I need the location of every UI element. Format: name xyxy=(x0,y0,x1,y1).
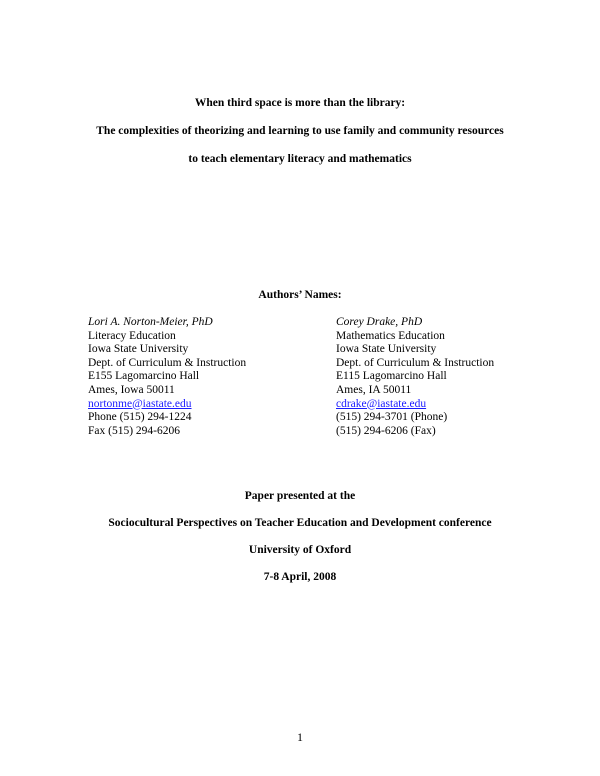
presentation-intro: Paper presented at the xyxy=(244,490,356,502)
author-department: Literacy Education xyxy=(88,329,176,342)
author-dept-unit: Dept. of Curriculum & Instruction xyxy=(88,356,247,369)
author-name: Lori A. Norton-Meier, PhD xyxy=(88,316,213,328)
conference-date: 7-8 April, 2008 xyxy=(263,571,337,583)
author-city: Ames, IA 50011 xyxy=(336,383,412,396)
author-fax: (515) 294-6206 (Fax) xyxy=(336,424,436,437)
author-fax: Fax (515) 294-6206 xyxy=(88,424,180,437)
title-line-1: When third space is more than the library: xyxy=(194,97,406,109)
author-university: Iowa State University xyxy=(88,343,189,356)
author-city: Ames, Iowa 50011 xyxy=(88,383,175,396)
author-name: Corey Drake, PhD xyxy=(336,316,423,328)
page-number: 1 xyxy=(297,730,303,744)
author-email-link[interactable]: nortonme@iastate.edu xyxy=(88,397,192,410)
author-office: E115 Lagomarcino Hall xyxy=(336,370,447,383)
conference-name: Sociocultural Perspectives on Teacher Education and Development conference xyxy=(108,517,492,529)
authors-heading: Authors’ Names: xyxy=(258,289,342,301)
author-email-link[interactable]: cdrake@iastate.edu xyxy=(336,397,427,410)
author-block-1 xyxy=(88,316,246,438)
author-block-2 xyxy=(336,316,494,438)
author-phone: Phone (515) 294-1224 xyxy=(88,411,192,424)
author-dept-unit: Dept. of Curriculum & Instruction xyxy=(336,356,495,369)
institution-name: University of Oxford xyxy=(248,544,352,556)
author-department: Mathematics Education xyxy=(336,329,445,342)
author-office: E155 Lagomarcino Hall xyxy=(88,370,200,383)
author-university: Iowa State University xyxy=(336,343,437,356)
author-phone: (515) 294-3701 (Phone) xyxy=(336,411,448,424)
title-line-2: The complexities of theorizing and learning to use family and community resources xyxy=(96,125,504,137)
title-line-3: to teach elementary literacy and mathematics xyxy=(188,153,412,165)
